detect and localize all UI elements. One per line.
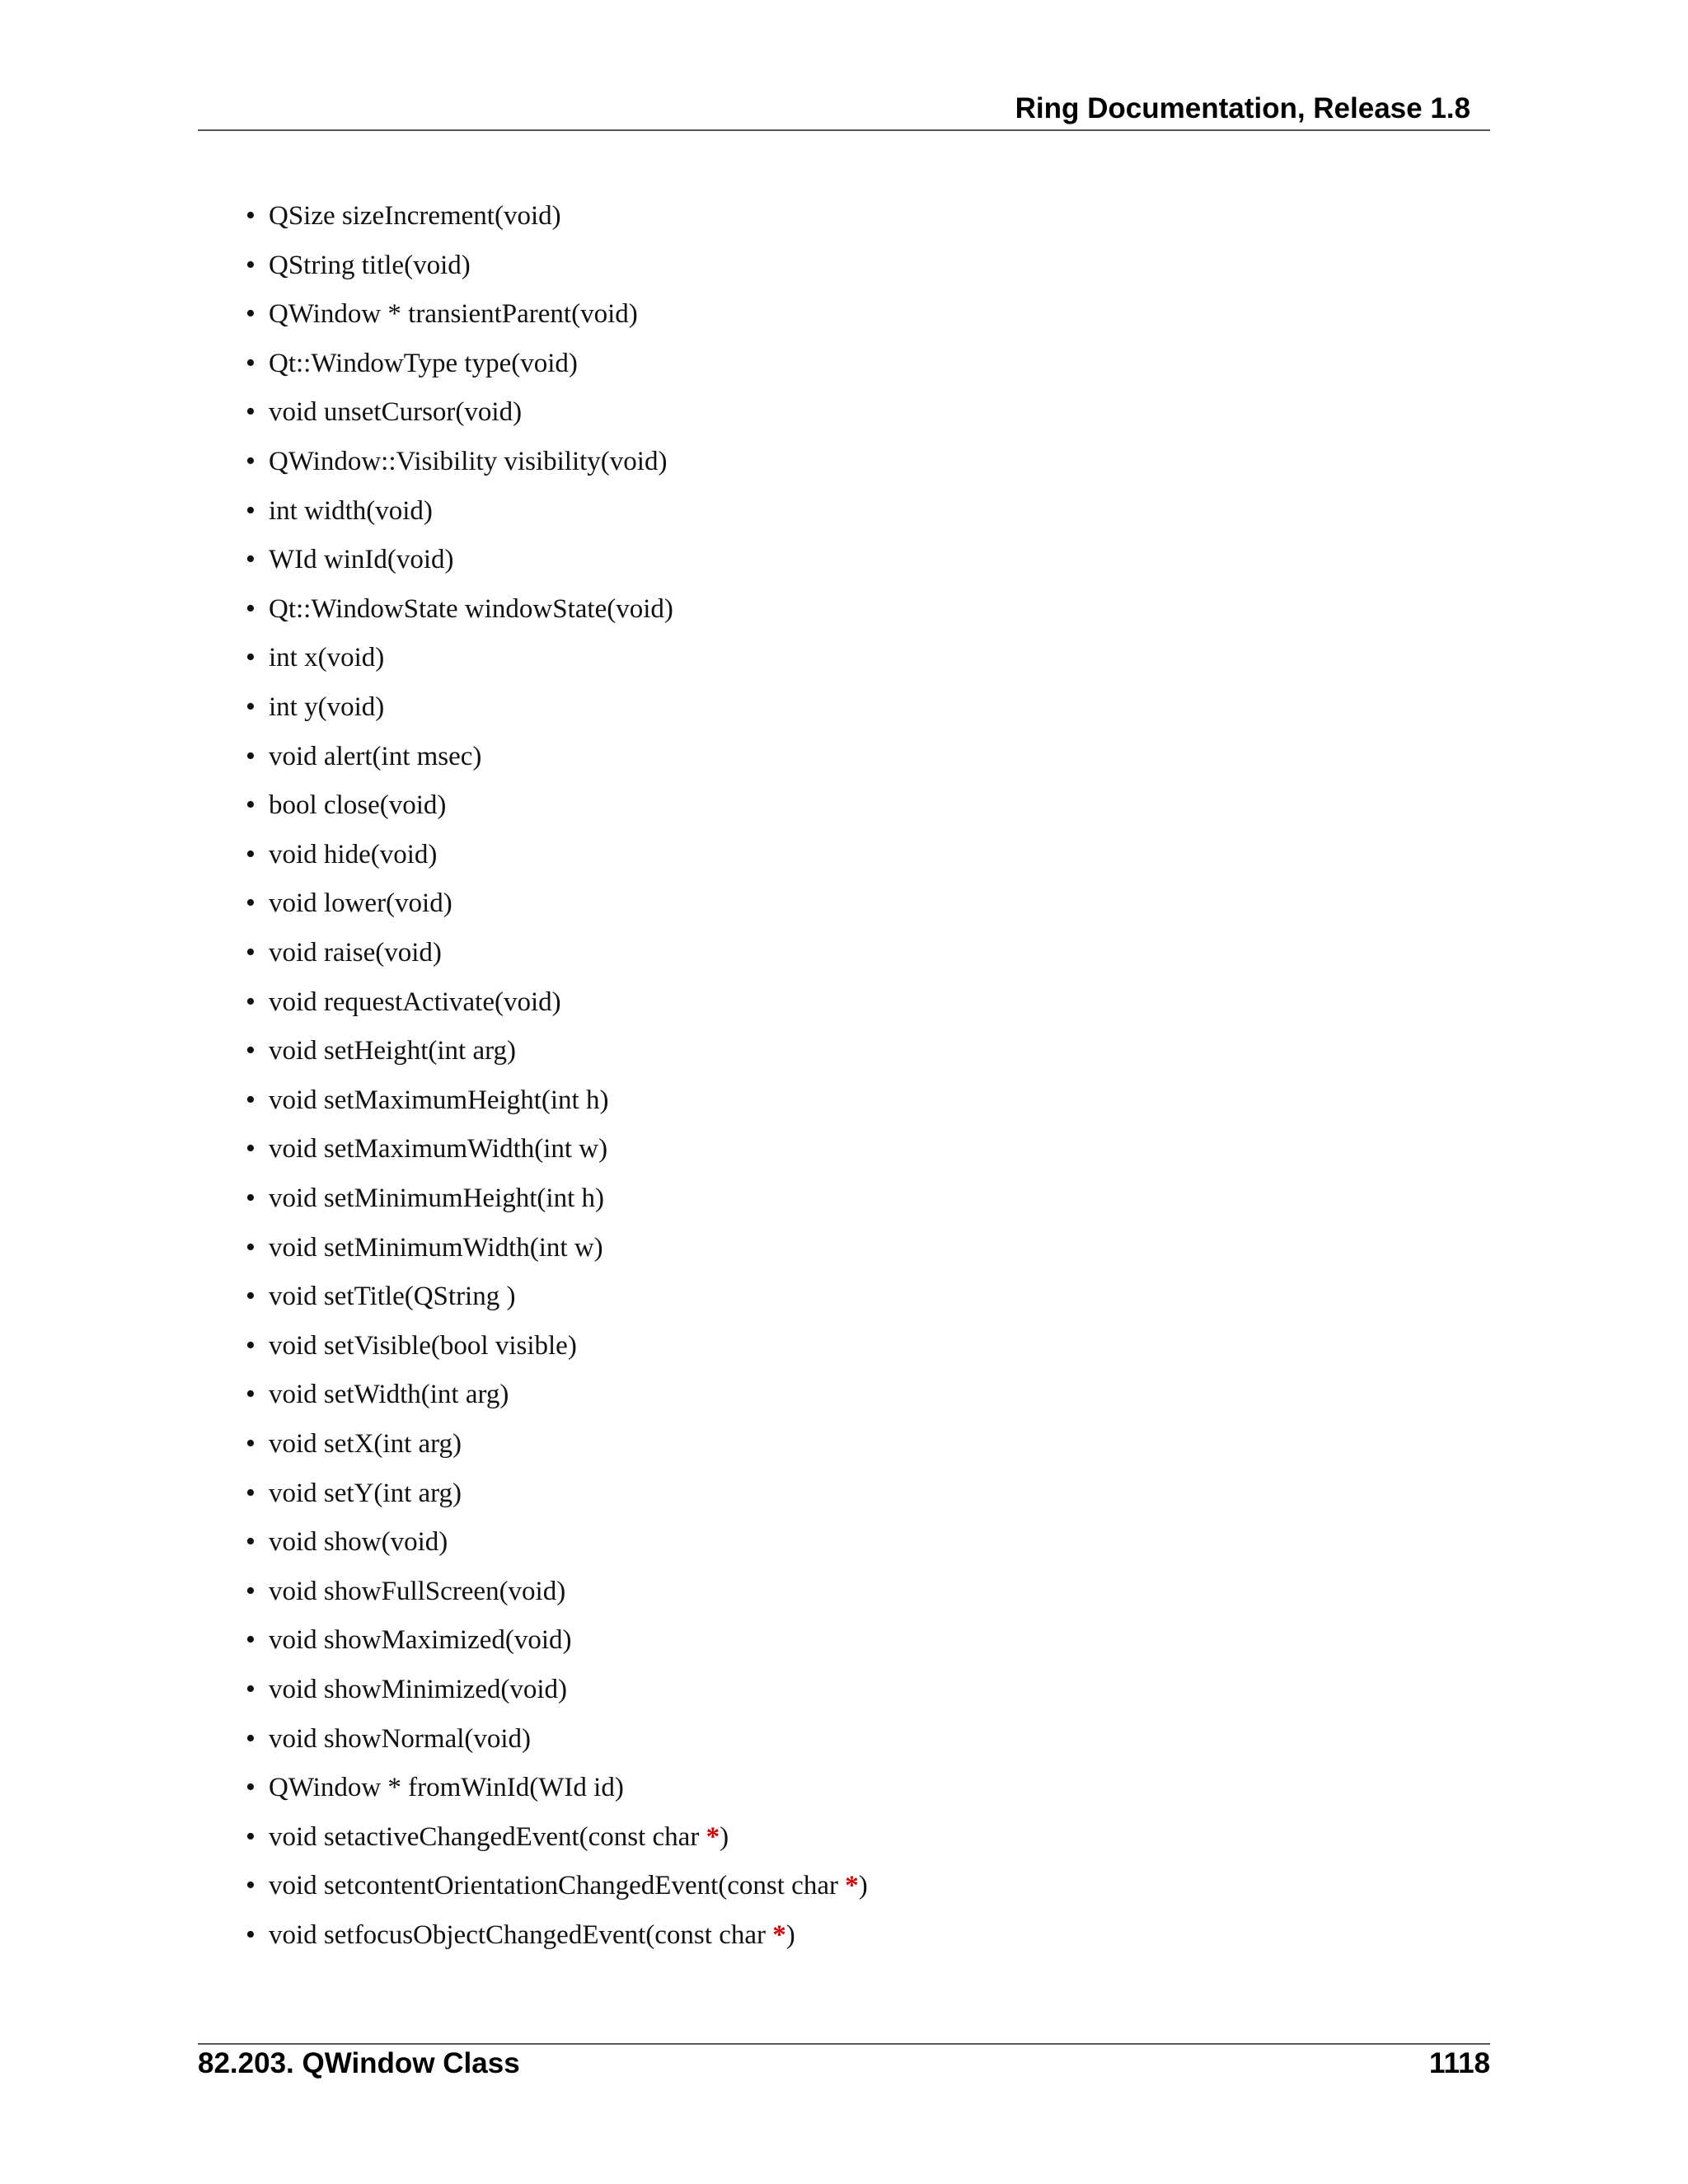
list-item <box>246 789 446 822</box>
method-signature: Qt::WindowState windowState(void) <box>269 594 673 624</box>
list-item <box>246 691 384 724</box>
footer-section-title: 82.203. QWindow Class <box>198 2047 520 2079</box>
list-item <box>246 494 433 527</box>
method-signature: QWindow * transientParent(void) <box>269 299 638 329</box>
list-item <box>246 1084 608 1117</box>
list-item <box>246 1771 624 1804</box>
method-signature: int x(void) <box>269 643 385 673</box>
bullet-icon: • <box>246 1133 256 1164</box>
list-item <box>246 1132 607 1165</box>
list-item <box>246 1673 567 1706</box>
bullet-icon: • <box>246 888 256 918</box>
method-signature: void setMinimumWidth(int w) <box>269 1233 603 1263</box>
bullet-icon: • <box>246 1674 256 1704</box>
bullet-icon: • <box>246 1379 256 1409</box>
method-signature: void setVisible(bool visible) <box>269 1331 577 1361</box>
list-item <box>246 838 437 871</box>
bullet-icon: • <box>246 1232 256 1263</box>
method-signature: void requestActivate(void) <box>269 987 561 1017</box>
method-signature-end: ) <box>720 1822 729 1852</box>
bullet-icon: • <box>246 1526 256 1557</box>
method-signature: void setWidth(int arg) <box>269 1380 509 1409</box>
bullet-icon: • <box>246 495 256 526</box>
list-item <box>246 543 454 576</box>
bullet-icon: • <box>246 839 256 869</box>
method-signature: void setY(int arg) <box>269 1479 462 1508</box>
bullet-icon: • <box>246 1085 256 1115</box>
list-item <box>246 1869 868 1902</box>
bullet-icon: • <box>246 691 256 722</box>
list-item <box>246 593 673 626</box>
method-signature: void lower(void) <box>269 888 452 918</box>
method-signature: void raise(void) <box>269 938 442 968</box>
bullet-icon: • <box>246 1478 256 1508</box>
list-item <box>246 887 452 920</box>
bullet-icon: • <box>246 1576 256 1606</box>
method-signature: void alert(int msec) <box>269 742 482 771</box>
list-item <box>246 1182 604 1215</box>
bullet-icon: • <box>246 250 256 280</box>
list-item <box>246 199 561 232</box>
list-item <box>246 249 471 282</box>
method-signature: int width(void) <box>269 496 433 526</box>
list-item <box>246 1919 795 1952</box>
bullet-icon: • <box>246 790 256 820</box>
method-signature: void showMaximized(void) <box>269 1625 572 1655</box>
bullet-icon: • <box>246 1035 256 1066</box>
list-item <box>246 1722 531 1755</box>
method-signature: QWindow::Visibility visibility(void) <box>269 447 668 476</box>
bullet-icon: • <box>246 298 256 329</box>
bullet-icon: • <box>246 1624 256 1655</box>
list-item <box>246 641 384 674</box>
list-item <box>246 347 578 380</box>
method-signature: bool close(void) <box>269 790 447 820</box>
page-number: 1118 <box>1429 2047 1490 2079</box>
method-signature: void hide(void) <box>269 840 438 869</box>
method-signature: void setHeight(int arg) <box>269 1036 516 1066</box>
list-item <box>246 1329 577 1362</box>
list-item <box>246 445 667 478</box>
list-item <box>246 1427 462 1460</box>
method-signature: void setTitle(QString ) <box>269 1282 516 1311</box>
list-item <box>246 1280 515 1313</box>
bullet-icon: • <box>246 446 256 476</box>
method-signature: void setMaximumHeight(int h) <box>269 1085 609 1115</box>
bullet-icon: • <box>246 1330 256 1361</box>
method-signature: QString title(void) <box>269 251 471 280</box>
method-signature: QWindow * fromWinId(WId id) <box>269 1773 624 1802</box>
list-item <box>246 1821 729 1854</box>
method-signature: QSize sizeIncrement(void) <box>269 201 561 231</box>
bullet-icon: • <box>246 593 256 624</box>
bullet-icon: • <box>246 1821 256 1852</box>
method-signature: void unsetCursor(void) <box>269 397 523 427</box>
list-item <box>246 1477 462 1510</box>
list-item <box>246 298 638 330</box>
bullet-icon: • <box>246 987 256 1017</box>
method-signature: Qt::WindowType type(void) <box>269 349 578 378</box>
list-item <box>246 1575 565 1608</box>
footer-rule <box>198 2043 1490 2045</box>
method-signature: void showNormal(void) <box>269 1724 532 1754</box>
bullet-icon: • <box>246 1428 256 1459</box>
pointer-star: * <box>706 1822 720 1852</box>
bullet-icon: • <box>246 396 256 427</box>
method-signature: int y(void) <box>269 692 385 722</box>
bullet-icon: • <box>246 544 256 574</box>
bullet-icon: • <box>246 1919 256 1950</box>
method-signature-end: ) <box>785 1920 795 1950</box>
list-item <box>246 740 481 773</box>
list-item <box>246 1624 572 1657</box>
bullet-icon: • <box>246 1870 256 1900</box>
running-header: Ring Documentation, Release 1.8 <box>1015 92 1470 124</box>
list-item <box>246 936 442 969</box>
bullet-icon: • <box>246 348 256 378</box>
list-item <box>246 1034 516 1067</box>
bullet-icon: • <box>246 937 256 968</box>
method-signature: void setMaximumWidth(int w) <box>269 1134 608 1164</box>
bullet-icon: • <box>246 642 256 673</box>
method-signature-end: ) <box>858 1871 868 1900</box>
method-signature: void showMinimized(void) <box>269 1675 568 1704</box>
list-item <box>246 1231 603 1264</box>
header-rule <box>198 129 1490 131</box>
method-signature: void setfocusObjectChangedEvent(const char <box>269 1920 773 1950</box>
bullet-icon: • <box>246 1281 256 1311</box>
bullet-icon: • <box>246 741 256 771</box>
list-item <box>246 1526 448 1558</box>
bullet-icon: • <box>246 1723 256 1754</box>
method-signature: void setcontentOrientationChangedEvent(const char <box>269 1871 846 1900</box>
method-signature: void setMinimumHeight(int h) <box>269 1183 604 1213</box>
method-signature: void setactiveChangedEvent(const char <box>269 1822 706 1852</box>
list-item <box>246 396 522 429</box>
bullet-icon: • <box>246 1772 256 1802</box>
list-item <box>246 986 561 1019</box>
list-item <box>246 1378 509 1411</box>
pointer-star: * <box>845 1871 859 1900</box>
pointer-star: * <box>772 1920 786 1950</box>
method-signature: void show(void) <box>269 1527 448 1557</box>
method-signature: void showFullScreen(void) <box>269 1577 566 1606</box>
method-signature: WId winId(void) <box>269 545 454 574</box>
method-signature: void setX(int arg) <box>269 1429 462 1459</box>
bullet-icon: • <box>246 1183 256 1213</box>
bullet-icon: • <box>246 200 256 231</box>
